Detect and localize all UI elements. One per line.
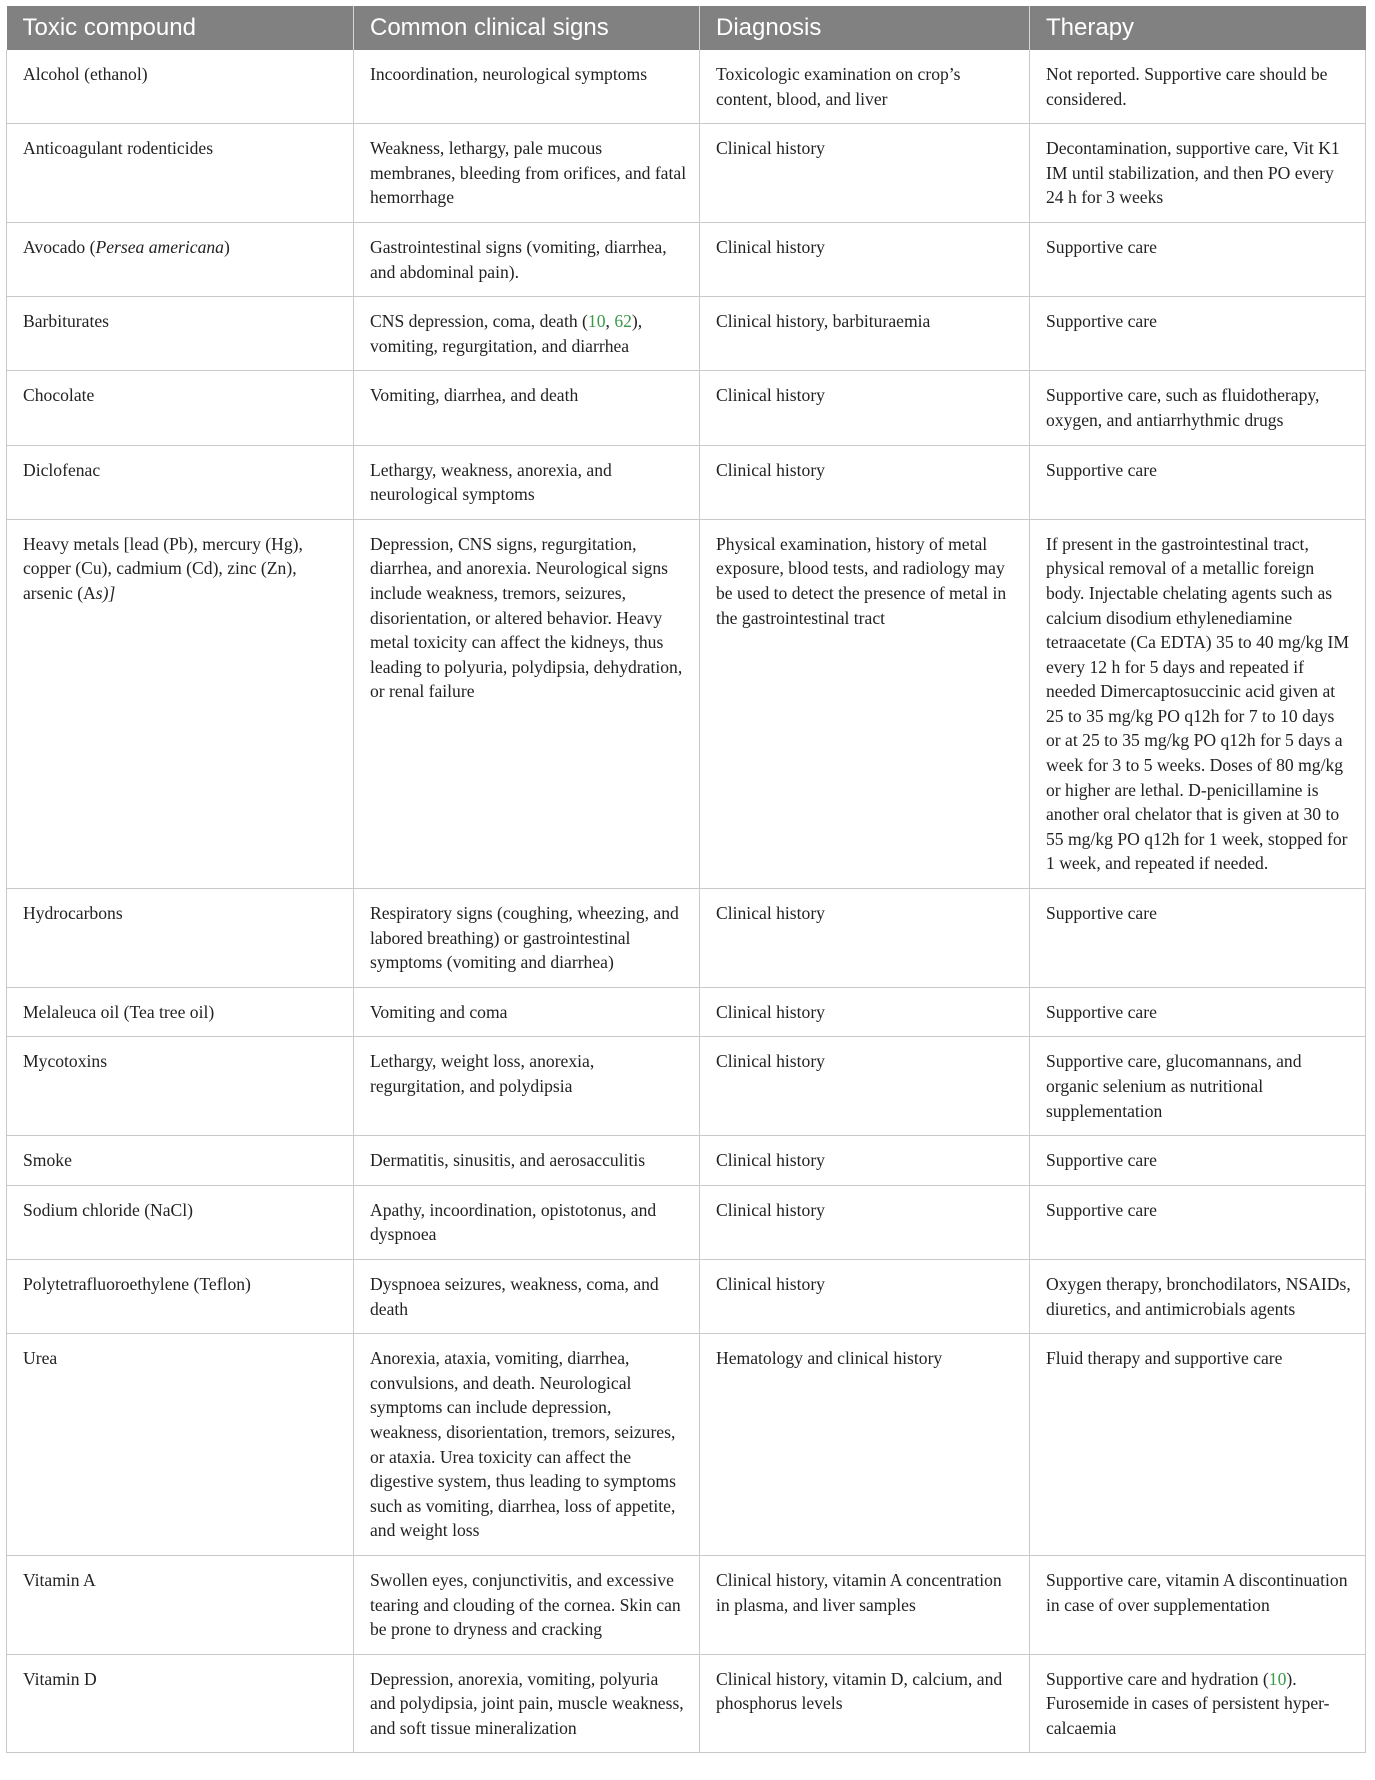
column-header-compound: Toxic compound [7,6,354,50]
therapy-cell: Supportive care [1030,889,1366,988]
compound-cell: Vitamin D [7,1654,354,1753]
compound-cell: Hydrocarbons [7,889,354,988]
compound-text: ) [223,236,230,257]
compound-cell: Alcohol (ethanol) [7,50,354,124]
reference-link[interactable]: 10 [1268,1668,1287,1689]
signs-cell: Depression, anorexia, vomiting, polyuria and polydipsia, joint pain, muscle weakness, and soft tissue mineralization [354,1654,700,1753]
signs-cell: Respiratory signs (coughing, wheezing, and labored breathing) or gastrointestinal symptoms (vomiting and diarrhea) [354,889,700,988]
signs-cell [354,297,700,371]
diagnosis-cell: Clinical history [700,1037,1030,1136]
therapy-cell: Supportive care, glucomannans, and organic selenium as nutritional supplementation [1030,1037,1366,1136]
signs-cell: Incoordination, neurological symptoms [354,50,700,124]
compound-cell: Sodium chloride (NaCl) [7,1185,354,1259]
diagnosis-cell: Clinical history [700,124,1030,223]
table-row [7,889,1366,988]
signs-cell: Swollen eyes, conjunctivitis, and excessive tearing and clouding of the cornea. Skin can be prone to dryness and cracking [354,1555,700,1654]
compound-cell: Smoke [7,1136,354,1186]
signs-cell: Vomiting, diarrhea, and death [354,371,700,445]
column-header-diagnosis: Diagnosis [700,6,1030,50]
compound-cell: Melaleuca oil (Tea tree oil) [7,987,354,1037]
table-row [7,1136,1366,1186]
compound-cell: Diclofenac [7,445,354,519]
compound-italic-text: s)] [95,582,116,603]
column-header-signs: Common clinical signs [354,6,700,50]
therapy-cell: Supportive care [1030,987,1366,1037]
table-row [7,445,1366,519]
compound-cell: Anticoagulant rodenticides [7,124,354,223]
signs-cell: Depression, CNS signs, regurgitation, diarrhea, and anorexia. Neurological signs include weakness, tremors, seizures, disorientation, or altered behavior. Heavy metal toxicity can affect the kidneys, thus leading to polyuria, polydipsia, dehydration, or renal failure [354,519,700,888]
table-row [7,1654,1366,1753]
toxic-compounds-table-container [6,6,1365,1753]
table-row [7,1334,1366,1556]
therapy-cell: Supportive care [1030,222,1366,296]
diagnosis-cell: Clinical history, vitamin D, calcium, and phosphorus levels [700,1654,1030,1753]
compound-text: Avocado ( [23,236,96,257]
diagnosis-cell: Clinical history [700,889,1030,988]
therapy-cell: Decontamination, supportive care, Vit K1 IM until stabilization, and then PO every 24 h for 3 weeks [1030,124,1366,223]
table-row [7,50,1366,124]
therapy-cell: Not reported. Supportive care should be considered. [1030,50,1366,124]
signs-cell: Gastrointestinal signs (vomiting, diarrhea, and abdominal pain). [354,222,700,296]
diagnosis-cell: Clinical history [700,371,1030,445]
signs-cell: Lethargy, weakness, anorexia, and neurological symptoms [354,445,700,519]
signs-cell: Dermatitis, sinusitis, and aerosacculitis [354,1136,700,1186]
signs-text: CNS depression, coma, death ( [370,311,588,332]
table-row [7,1555,1366,1654]
therapy-cell: Fluid therapy and supportive care [1030,1334,1366,1556]
diagnosis-cell: Clinical history [700,445,1030,519]
signs-cell: Vomiting and coma [354,987,700,1037]
table-row [7,124,1366,223]
diagnosis-cell: Clinical history [700,222,1030,296]
signs-cell: Weakness, lethargy, pale mucous membranes, bleeding from orifices, and fatal hemorrhage [354,124,700,223]
table-row [7,519,1366,888]
diagnosis-cell: Clinical history, barbituraemia [700,297,1030,371]
compound-cell: Mycotoxins [7,1037,354,1136]
compound-cell: Barbiturates [7,297,354,371]
diagnosis-cell: Toxicologic examination on crop’s content, blood, and liver [700,50,1030,124]
therapy-cell: If present in the gastrointestinal tract, physical removal of a metallic foreign body. Injectable chelating agents such as calcium disodium ethylenediamine tetraacetate (Ca EDTA) 35 to 40 mg/kg IM every 12 h for 5 days and repeated if needed Dimercaptosuccinic acid given at 25 to 35 mg/kg PO q12h for 7 to 10 days or at 25 to 35 mg/kg PO q12h for 5 days a week for 3 to 5 weeks. Doses of 80 mg/kg or higher are lethal. D-penicillamine is another oral chelator that is given at 30 to 55 mg/kg PO q12h for 1 week, stopped for 1 week, and repeated if needed. [1030,519,1366,888]
table-row [7,1037,1366,1136]
therapy-cell [1030,1654,1366,1753]
table-row [7,1185,1366,1259]
reference-link[interactable]: 62 [614,311,632,332]
compound-cell [7,222,354,296]
table-row [7,222,1366,296]
compound-italic-text: Persea americana [95,236,224,257]
diagnosis-cell: Physical examination, history of metal exposure, blood tests, and radiology may be used to detect the presence of metal in the gastrointestinal tract [700,519,1030,888]
compound-cell: Chocolate [7,371,354,445]
diagnosis-cell: Clinical history, vitamin A concentration in plasma, and liver samples [700,1555,1030,1654]
signs-text: , [605,311,615,332]
reference-link[interactable]: 10 [587,311,606,332]
compound-cell: Polytetrafluoroethylene (Teflon) [7,1259,354,1333]
signs-cell: Anorexia, ataxia, vomiting, diarrhea, convulsions, and death. Neurological symptoms can include depression, weakness, disorientation, tremors, seizures, or ataxia. Urea toxicity can affect the digestive system, thus leading to symptoms such as vomiting, diarrhea, loss of appetite, and weight loss [354,1334,700,1556]
signs-cell: Apathy, incoordination, opistotonus, and dyspnoea [354,1185,700,1259]
diagnosis-cell: Clinical history [700,1136,1030,1186]
therapy-cell: Supportive care, such as fluidotherapy, oxygen, and antiarrhythmic drugs [1030,371,1366,445]
therapy-cell: Supportive care [1030,297,1366,371]
table-row [7,1259,1366,1333]
diagnosis-cell: Clinical history [700,987,1030,1037]
table-header-row [7,6,1366,50]
compound-cell [7,519,354,888]
diagnosis-cell: Hematology and clinical history [700,1334,1030,1556]
table-row [7,371,1366,445]
therapy-cell: Supportive care [1030,445,1366,519]
therapy-cell: Supportive care, vitamin A discontinuation in case of over supplementation [1030,1555,1366,1654]
therapy-cell: Supportive care [1030,1136,1366,1186]
compound-cell: Vitamin A [7,1555,354,1654]
diagnosis-cell: Clinical history [700,1185,1030,1259]
compound-text: Heavy metals [lead (Pb), mercury (Hg), copper (Cu), cadmium (Cd), zinc (Zn), arsenic (A [23,533,303,603]
therapy-cell: Supportive care [1030,1185,1366,1259]
signs-text: ), vomiting, regurgitation, and diarrhea [370,311,643,356]
column-header-therapy: Therapy [1030,6,1366,50]
compound-cell: Urea [7,1334,354,1556]
therapy-text: ). Furosemide in cases of persistent hyper-calcaemia [1046,1668,1330,1738]
therapy-cell: Oxygen therapy, bronchodilators, NSAIDs, diuretics, and antimicrobials agents [1030,1259,1366,1333]
signs-cell: Dyspnoea seizures, weakness, coma, and death [354,1259,700,1333]
diagnosis-cell: Clinical history [700,1259,1030,1333]
table-row [7,987,1366,1037]
table-row [7,297,1366,371]
toxic-compounds-table [6,6,1366,1753]
therapy-text: Supportive care and hydration ( [1046,1668,1269,1689]
signs-cell: Lethargy, weight loss, anorexia, regurgitation, and polydipsia [354,1037,700,1136]
